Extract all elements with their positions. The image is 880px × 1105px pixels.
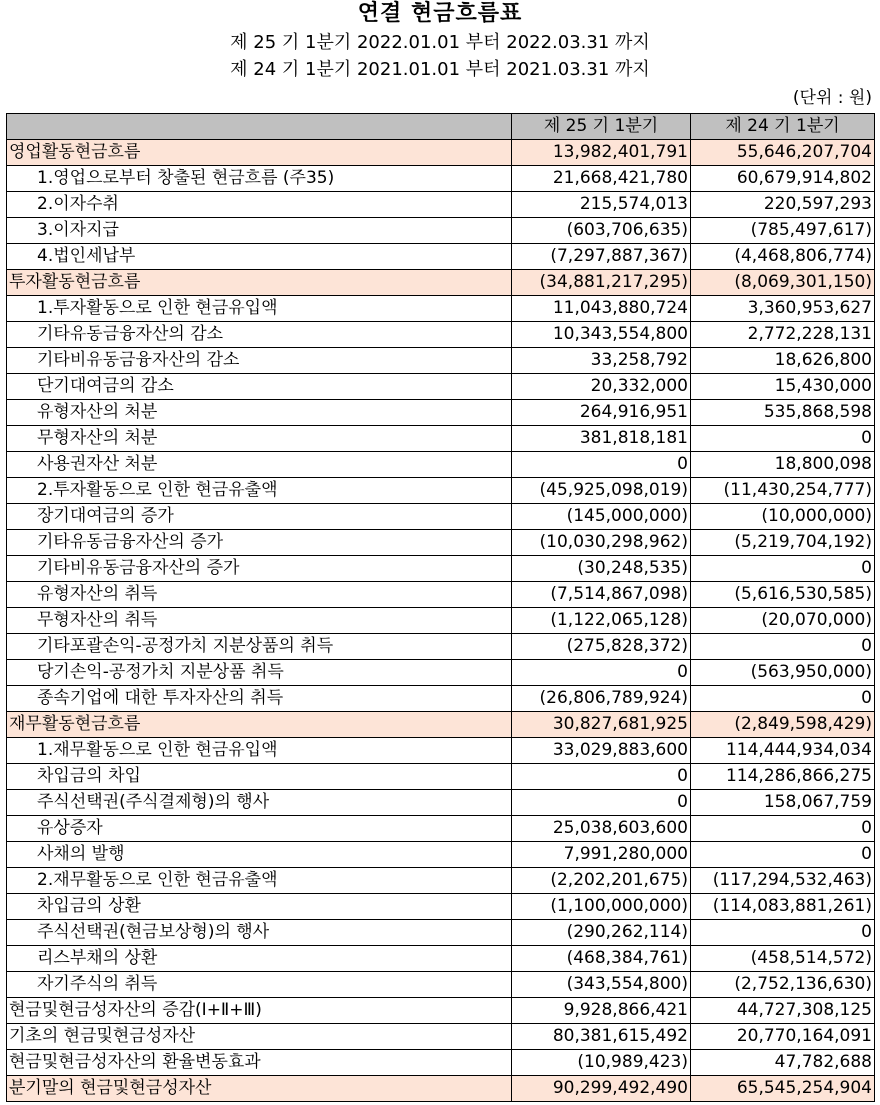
row-label: 리스부채의 상환	[7, 946, 512, 972]
column-header-current-period: 제 25 기 1분기	[512, 114, 691, 140]
row-label: 단기대여금의 감소	[7, 374, 512, 400]
current-period-value: (145,000,000)	[512, 504, 691, 530]
prior-period-caption: 제 24 기 1분기 2021.01.01 부터 2021.03.31 까지	[230, 59, 650, 80]
row-label: 사채의 발행	[7, 842, 512, 868]
current-period-value: 10,343,554,800	[512, 322, 691, 348]
prior-period-value: 15,430,000	[691, 374, 875, 400]
table-row	[7, 816, 875, 842]
table-row	[7, 192, 875, 218]
prior-period-value: 0	[691, 634, 875, 660]
row-label: 영업활동현금흐름	[7, 140, 512, 166]
row-label: 당기손익-공정가치 지분상품 취득	[7, 660, 512, 686]
table-body	[7, 140, 875, 1102]
current-period-value: 30,827,681,925	[512, 712, 691, 738]
prior-period-value: (785,497,617)	[691, 218, 875, 244]
prior-period-value: (5,616,530,585)	[691, 582, 875, 608]
row-label: 유상증자	[7, 816, 512, 842]
current-period-value: 33,029,883,600	[512, 738, 691, 764]
row-label: 재무활동현금흐름	[7, 712, 512, 738]
prior-period-value: 0	[691, 686, 875, 712]
prior-period-value: 0	[691, 556, 875, 582]
row-label: 장기대여금의 증가	[7, 504, 512, 530]
current-period-value: (30,248,535)	[512, 556, 691, 582]
current-period-value: 11,043,880,724	[512, 296, 691, 322]
column-header-account	[7, 114, 512, 140]
table-row	[7, 244, 875, 270]
row-label: 현금및현금성자산의 환율변동효과	[7, 1050, 512, 1076]
current-period-value: 20,332,000	[512, 374, 691, 400]
row-label: 2.투자활동으로 인한 현금유출액	[7, 478, 512, 504]
current-period-value: (2,202,201,675)	[512, 868, 691, 894]
current-period-value: 0	[512, 452, 691, 478]
prior-period-value: 18,626,800	[691, 348, 875, 374]
prior-period-value: 535,868,598	[691, 400, 875, 426]
section-row	[7, 712, 875, 738]
current-period-value: 25,038,603,600	[512, 816, 691, 842]
row-label: 차입금의 상환	[7, 894, 512, 920]
table-row	[7, 972, 875, 998]
prior-period-value: 3,360,953,627	[691, 296, 875, 322]
table-row	[7, 1050, 875, 1076]
row-label: 자기주식의 취득	[7, 972, 512, 998]
table-row	[7, 842, 875, 868]
prior-period-value: (114,083,881,261)	[691, 894, 875, 920]
row-label: 현금및현금성자산의 증감(Ⅰ+Ⅱ+Ⅲ)	[7, 998, 512, 1024]
table-row	[7, 790, 875, 816]
current-period-value: (10,030,298,962)	[512, 530, 691, 556]
row-label: 기타포괄손익-공정가치 지분상품의 취득	[7, 634, 512, 660]
prior-period-value: 55,646,207,704	[691, 140, 875, 166]
prior-period-value: (10,000,000)	[691, 504, 875, 530]
row-label: 2.이자수취	[7, 192, 512, 218]
prior-period-value: (11,430,254,777)	[691, 478, 875, 504]
current-period-value: 0	[512, 764, 691, 790]
prior-period-value: 114,444,934,034	[691, 738, 875, 764]
table-row	[7, 166, 875, 192]
table-row	[7, 452, 875, 478]
prior-period-value: (20,070,000)	[691, 608, 875, 634]
table-row	[7, 660, 875, 686]
prior-period-value: 0	[691, 426, 875, 452]
row-label: 주식선택권(현금보상형)의 행사	[7, 920, 512, 946]
row-label: 유형자산의 처분	[7, 400, 512, 426]
table-row	[7, 530, 875, 556]
table-row	[7, 998, 875, 1024]
current-period-value: (45,925,098,019)	[512, 478, 691, 504]
table-row	[7, 764, 875, 790]
row-label: 무형자산의 취득	[7, 608, 512, 634]
prior-period-value: 114,286,866,275	[691, 764, 875, 790]
current-period-value: (468,384,761)	[512, 946, 691, 972]
statement-title: 연결 현금흐름표	[357, 1, 523, 26]
prior-period-value: 0	[691, 842, 875, 868]
table-row	[7, 322, 875, 348]
prior-period-value: 0	[691, 816, 875, 842]
table-row	[7, 920, 875, 946]
prior-period-value: 158,067,759	[691, 790, 875, 816]
table-row	[7, 946, 875, 972]
current-period-value: 90,299,492,490	[512, 1076, 691, 1102]
table-row	[7, 1024, 875, 1050]
row-label: 주식선택권(주식결제형)의 행사	[7, 790, 512, 816]
prior-period-value: 65,545,254,904	[691, 1076, 875, 1102]
current-period-value: (275,828,372)	[512, 634, 691, 660]
current-period-value: 9,928,866,421	[512, 998, 691, 1024]
current-period-value: (26,806,789,924)	[512, 686, 691, 712]
row-label: 1.재무활동으로 인한 현금유입액	[7, 738, 512, 764]
unit-label: (단위 : 원)	[792, 88, 872, 108]
section-row	[7, 140, 875, 166]
current-period-value: 215,574,013	[512, 192, 691, 218]
current-period-value: 33,258,792	[512, 348, 691, 374]
current-period-value: 21,668,421,780	[512, 166, 691, 192]
current-period-value: 13,982,401,791	[512, 140, 691, 166]
table-row	[7, 426, 875, 452]
prior-period-value: (8,069,301,150)	[691, 270, 875, 296]
current-period-value: (7,297,887,367)	[512, 244, 691, 270]
current-period-value: 264,916,951	[512, 400, 691, 426]
current-period-value: (290,262,114)	[512, 920, 691, 946]
current-period-value: (1,100,000,000)	[512, 894, 691, 920]
table-row	[7, 738, 875, 764]
prior-period-value: 0	[691, 920, 875, 946]
current-period-value: (34,881,217,295)	[512, 270, 691, 296]
row-label: 1.영업으로부터 창출된 현금흐름 (주35)	[7, 166, 512, 192]
prior-period-value: (5,219,704,192)	[691, 530, 875, 556]
row-label: 3.이자지급	[7, 218, 512, 244]
row-label: 2.재무활동으로 인한 현금유출액	[7, 868, 512, 894]
table-row	[7, 868, 875, 894]
row-label: 유형자산의 취득	[7, 582, 512, 608]
table-row	[7, 582, 875, 608]
current-period-value: 381,818,181	[512, 426, 691, 452]
prior-period-value: 2,772,228,131	[691, 322, 875, 348]
row-label: 기타비유동금융자산의 감소	[7, 348, 512, 374]
current-period-value: 0	[512, 660, 691, 686]
column-header-prior-period: 제 24 기 1분기	[691, 114, 875, 140]
section-row	[7, 270, 875, 296]
table-row	[7, 634, 875, 660]
row-label: 투자활동현금흐름	[7, 270, 512, 296]
table-row	[7, 400, 875, 426]
row-label: 사용권자산 처분	[7, 452, 512, 478]
current-period-value: 0	[512, 790, 691, 816]
prior-period-value: 60,679,914,802	[691, 166, 875, 192]
current-period-value: (7,514,867,098)	[512, 582, 691, 608]
prior-period-value: 20,770,164,091	[691, 1024, 875, 1050]
table-row	[7, 218, 875, 244]
table-row	[7, 556, 875, 582]
prior-period-value: 18,800,098	[691, 452, 875, 478]
prior-period-value: (117,294,532,463)	[691, 868, 875, 894]
current-period-value: 7,991,280,000	[512, 842, 691, 868]
prior-period-value: (458,514,572)	[691, 946, 875, 972]
prior-period-value: (2,849,598,429)	[691, 712, 875, 738]
cash-flow-table	[6, 113, 875, 1102]
table-row	[7, 608, 875, 634]
total-row	[7, 1076, 875, 1102]
row-label: 기초의 현금및현금성자산	[7, 1024, 512, 1050]
current-period-value: 80,381,615,492	[512, 1024, 691, 1050]
current-period-value: (603,706,635)	[512, 218, 691, 244]
row-label: 1.투자활동으로 인한 현금유입액	[7, 296, 512, 322]
prior-period-value: 47,782,688	[691, 1050, 875, 1076]
row-label: 종속기업에 대한 투자자산의 취득	[7, 686, 512, 712]
current-period-caption: 제 25 기 1분기 2022.01.01 부터 2022.03.31 까지	[230, 32, 650, 53]
table-header-row	[7, 114, 875, 140]
table-row	[7, 374, 875, 400]
table-row	[7, 504, 875, 530]
table-row	[7, 296, 875, 322]
prior-period-value: 220,597,293	[691, 192, 875, 218]
row-label: 기타비유동금융자산의 증가	[7, 556, 512, 582]
current-period-value: (10,989,423)	[512, 1050, 691, 1076]
row-label: 기타유동금융자산의 증가	[7, 530, 512, 556]
table-row	[7, 894, 875, 920]
table-row	[7, 686, 875, 712]
row-label: 무형자산의 처분	[7, 426, 512, 452]
table-row	[7, 478, 875, 504]
prior-period-value: (563,950,000)	[691, 660, 875, 686]
prior-period-value: 44,727,308,125	[691, 998, 875, 1024]
current-period-value: (1,122,065,128)	[512, 608, 691, 634]
row-label: 차입금의 차입	[7, 764, 512, 790]
table-row	[7, 348, 875, 374]
row-label: 기타유동금융자산의 감소	[7, 322, 512, 348]
prior-period-value: (4,468,806,774)	[691, 244, 875, 270]
row-label: 4.법인세납부	[7, 244, 512, 270]
current-period-value: (343,554,800)	[512, 972, 691, 998]
row-label: 분기말의 현금및현금성자산	[7, 1076, 512, 1102]
prior-period-value: (2,752,136,630)	[691, 972, 875, 998]
